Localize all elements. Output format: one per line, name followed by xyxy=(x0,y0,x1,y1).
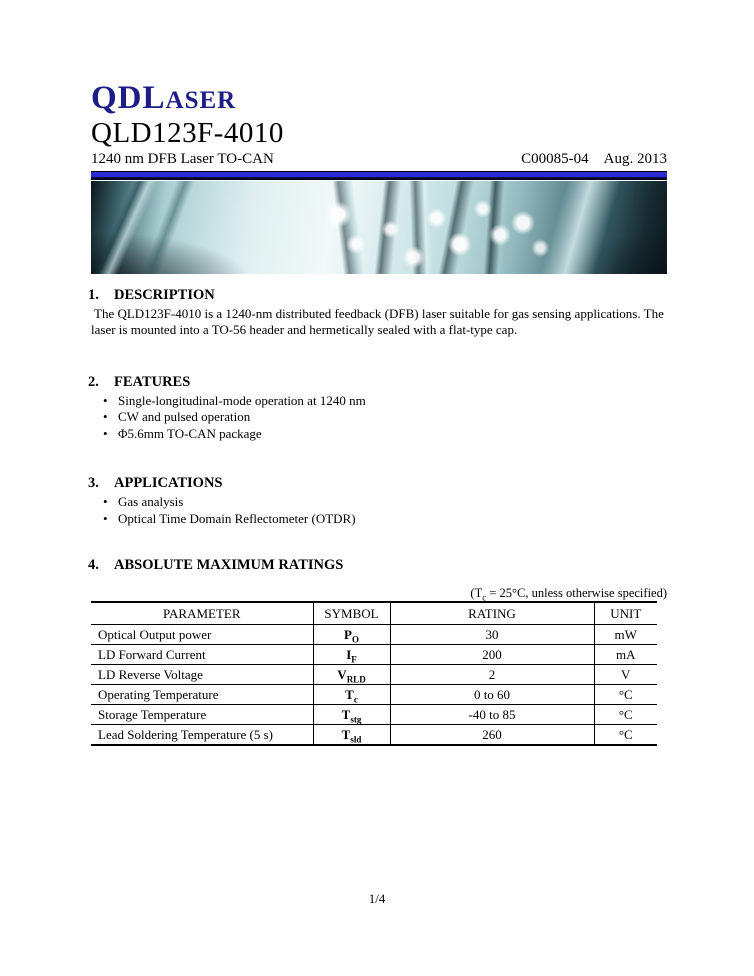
section-number: 2. xyxy=(88,373,99,390)
ratings-condition-note xyxy=(91,586,667,601)
symbol-subscript: sld xyxy=(350,734,362,745)
symbol-base: I xyxy=(346,646,352,662)
section-title: ABSOLUTE MAXIMUM RATINGS xyxy=(114,557,344,574)
features-list xyxy=(91,393,667,443)
symbol-subscript: RLD xyxy=(346,674,366,685)
section-heading xyxy=(88,374,667,391)
symbol-subscript: c xyxy=(353,694,358,705)
unit-cell: V xyxy=(594,665,657,685)
list-item: • Gas analysis xyxy=(91,494,667,511)
list-item: • Optical Time Domain Reflectometer (OTDR) xyxy=(91,511,667,528)
fiber-optics-photo xyxy=(91,181,667,274)
symbol-subscript: F xyxy=(351,654,357,665)
table-header-row xyxy=(91,602,657,625)
page-content xyxy=(88,0,667,746)
product-subtitle: 1240 nm DFB Laser TO-CAN xyxy=(91,150,274,167)
parameter-cell: LD Reverse Voltage xyxy=(91,665,313,685)
table-row xyxy=(91,725,657,746)
description-text: The QLD123F-4010 is a 1240-nm distributed feedback (DFB) laser suitable for gas sensing applications. The laser is mounted into a TO-56 header and hermetically sealed with a flat-type cap. xyxy=(91,305,664,337)
symbol-cell xyxy=(313,725,390,746)
section-heading xyxy=(88,287,667,304)
table-row xyxy=(91,705,657,725)
unit-cell: °C xyxy=(594,725,657,746)
doc-number: C00085-04 xyxy=(521,150,589,167)
table-row xyxy=(91,645,657,665)
doc-date: Aug. 2013 xyxy=(603,150,667,167)
parameter-cell: Optical Output power xyxy=(91,625,313,645)
symbol-base: P xyxy=(344,626,352,642)
column-header-unit: UNIT xyxy=(594,602,657,625)
section-title: FEATURES xyxy=(114,373,191,390)
symbol-base: V xyxy=(337,666,347,682)
symbol-subscript: O xyxy=(351,634,359,645)
symbol-cell xyxy=(313,685,390,705)
rating-cell: 260 xyxy=(390,725,594,746)
section-description xyxy=(88,286,667,338)
column-header-parameter: PARAMETER xyxy=(91,602,313,625)
symbol-subscript: stg xyxy=(350,714,362,725)
company-logo xyxy=(91,82,667,115)
symbol-base: T xyxy=(341,706,351,722)
symbol-cell xyxy=(313,665,390,685)
column-header-symbol: SYMBOL xyxy=(313,602,390,625)
header-subtitle-row xyxy=(91,151,667,171)
unit-cell: °C xyxy=(594,705,657,725)
parameter-cell: Storage Temperature xyxy=(91,705,313,725)
section-number: 1. xyxy=(88,286,99,303)
unit-cell: mA xyxy=(594,645,657,665)
rating-cell: 200 xyxy=(390,645,594,665)
page-number: 1/4 xyxy=(368,891,386,906)
note-subscript: c xyxy=(482,592,487,603)
note-text: = 25°C, unless otherwise specified) xyxy=(486,586,667,601)
logo-text-rest: ASER xyxy=(165,87,237,114)
section-ratings xyxy=(88,557,667,746)
parameter-cell: Lead Soldering Temperature (5 s) xyxy=(91,725,313,746)
table-row xyxy=(91,665,657,685)
table-row xyxy=(91,685,657,705)
section-title: APPLICATIONS xyxy=(114,475,223,492)
rating-cell: 0 to 60 xyxy=(390,685,594,705)
rating-cell: 30 xyxy=(390,625,594,645)
logo-text-main: QDL xyxy=(91,80,166,116)
product-title: QLD123F-4010 xyxy=(91,117,284,149)
parameter-cell: Operating Temperature xyxy=(91,685,313,705)
applications-list xyxy=(91,494,667,527)
symbol-base: T xyxy=(345,686,354,702)
rating-cell: -40 to 85 xyxy=(390,705,594,725)
section-title: DESCRIPTION xyxy=(114,286,215,303)
section-applications xyxy=(88,475,667,527)
section-heading xyxy=(88,557,667,574)
section-features xyxy=(88,373,667,443)
doc-info xyxy=(521,151,667,168)
table-row xyxy=(91,625,657,645)
unit-cell: °C xyxy=(594,685,657,705)
rating-cell: 2 xyxy=(390,665,594,685)
list-item: • CW and pulsed operation xyxy=(91,409,667,426)
header-rule-bar xyxy=(91,171,667,180)
list-item: • Single-longitudinal-mode operation at 1240 nm xyxy=(91,393,667,410)
symbol-base: T xyxy=(341,726,351,742)
ratings-table xyxy=(91,601,657,746)
section-number: 3. xyxy=(88,475,99,492)
symbol-cell xyxy=(313,705,390,725)
section-number: 4. xyxy=(88,557,99,574)
parameter-cell: LD Forward Current xyxy=(91,645,313,665)
list-item: • Φ5.6mm TO-CAN package xyxy=(91,426,667,443)
symbol-cell xyxy=(313,625,390,645)
unit-cell: mW xyxy=(594,625,657,645)
symbol-cell xyxy=(313,645,390,665)
note-text: (T xyxy=(470,586,483,601)
section-heading xyxy=(88,475,667,492)
column-header-rating: RATING xyxy=(390,602,594,625)
